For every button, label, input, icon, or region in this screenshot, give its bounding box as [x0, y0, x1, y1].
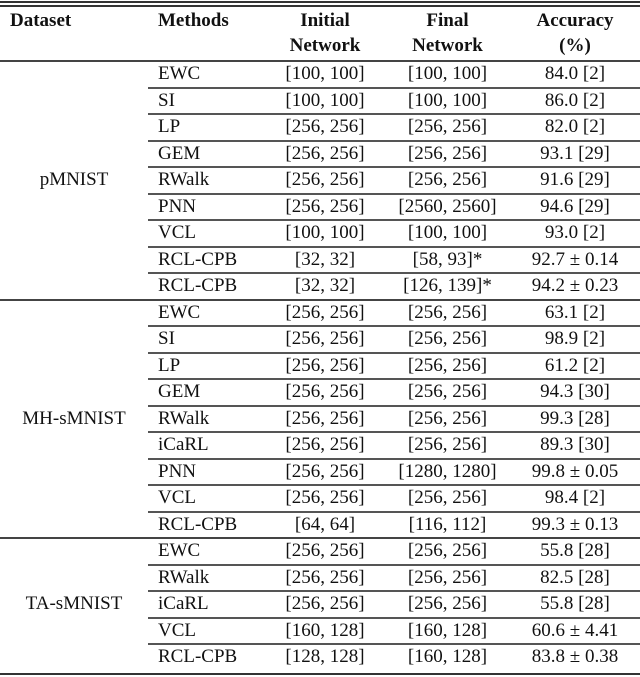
final-network-cell: [100, 100] — [385, 61, 510, 88]
initial-network-cell: [256, 256] — [265, 485, 385, 512]
method-cell: RWalk — [148, 565, 265, 592]
final-network-cell: [160, 128] — [385, 618, 510, 645]
method-cell: RCL-CPB — [148, 273, 265, 300]
initial-network-cell: [100, 100] — [265, 61, 385, 88]
results-table — [0, 8, 640, 670]
initial-network-cell: [256, 256] — [265, 167, 385, 194]
method-cell: EWC — [148, 61, 265, 88]
accuracy-cell: 99.3 [28] — [510, 406, 640, 433]
method-cell: LP — [148, 114, 265, 141]
final-network-cell: [256, 256] — [385, 379, 510, 406]
dataset-cell: TA-sMNIST — [0, 538, 148, 670]
initial-network-cell: [256, 256] — [265, 300, 385, 327]
initial-network-cell: [256, 256] — [265, 379, 385, 406]
initial-network-cell: [64, 64] — [265, 512, 385, 539]
method-cell: iCaRL — [148, 432, 265, 459]
method-cell: RCL-CPB — [148, 644, 265, 670]
final-network-cell: [256, 256] — [385, 485, 510, 512]
method-cell: VCL — [148, 618, 265, 645]
final-network-cell: [256, 256] — [385, 591, 510, 618]
method-cell: iCaRL — [148, 591, 265, 618]
final-network-cell: [2560, 2560] — [385, 194, 510, 221]
initial-network-cell: [256, 256] — [265, 141, 385, 168]
accuracy-cell: 60.6 ± 4.41 — [510, 618, 640, 645]
method-cell: SI — [148, 326, 265, 353]
accuracy-cell: 84.0 [2] — [510, 61, 640, 88]
header-final-line2: Network — [412, 35, 483, 56]
initial-network-cell: [256, 256] — [265, 406, 385, 433]
initial-network-cell: [256, 256] — [265, 114, 385, 141]
dataset-cell: MH-sMNIST — [0, 300, 148, 539]
final-network-cell: [256, 256] — [385, 167, 510, 194]
initial-network-cell: [32, 32] — [265, 273, 385, 300]
accuracy-cell: 99.8 ± 0.05 — [510, 459, 640, 486]
dataset-cell: pMNIST — [0, 61, 148, 300]
accuracy-cell: 82.0 [2] — [510, 114, 640, 141]
table-row — [0, 61, 640, 88]
top-rule — [0, 1, 640, 3]
header-initial-network — [265, 8, 385, 61]
initial-network-cell: [256, 256] — [265, 538, 385, 565]
accuracy-cell: 55.8 [28] — [510, 538, 640, 565]
header-initial-line1: Initial — [300, 10, 350, 31]
initial-network-cell: [256, 256] — [265, 194, 385, 221]
table-row — [0, 538, 640, 565]
final-network-cell: [100, 100] — [385, 88, 510, 115]
header-final-line1: Final — [426, 10, 469, 31]
initial-network-cell: [128, 128] — [265, 644, 385, 670]
header-accuracy — [510, 8, 640, 61]
method-cell: RCL-CPB — [148, 247, 265, 274]
method-cell: GEM — [148, 141, 265, 168]
accuracy-cell: 83.8 ± 0.38 — [510, 644, 640, 670]
final-network-cell: [256, 256] — [385, 432, 510, 459]
accuracy-cell: 94.2 ± 0.23 — [510, 273, 640, 300]
final-network-cell: [256, 256] — [385, 300, 510, 327]
final-network-cell: [1280, 1280] — [385, 459, 510, 486]
accuracy-cell: 94.3 [30] — [510, 379, 640, 406]
final-network-cell: [126, 139]* — [385, 273, 510, 300]
final-network-cell: [256, 256] — [385, 326, 510, 353]
method-cell: EWC — [148, 538, 265, 565]
method-cell: RWalk — [148, 167, 265, 194]
initial-network-cell: [160, 128] — [265, 618, 385, 645]
table-body — [0, 61, 640, 670]
method-cell: LP — [148, 353, 265, 380]
header-accuracy-line2: (%) — [559, 35, 591, 56]
initial-network-cell: [32, 32] — [265, 247, 385, 274]
table-row — [0, 300, 640, 327]
accuracy-cell: 94.6 [29] — [510, 194, 640, 221]
final-network-cell: [256, 256] — [385, 353, 510, 380]
final-network-cell: [116, 112] — [385, 512, 510, 539]
table-header — [0, 8, 640, 61]
initial-network-cell: [100, 100] — [265, 88, 385, 115]
final-network-cell: [256, 256] — [385, 538, 510, 565]
accuracy-cell: 63.1 [2] — [510, 300, 640, 327]
accuracy-cell: 98.9 [2] — [510, 326, 640, 353]
header-accuracy-line1: Accuracy — [536, 10, 614, 31]
accuracy-cell: 99.3 ± 0.13 — [510, 512, 640, 539]
accuracy-cell: 55.8 [28] — [510, 591, 640, 618]
accuracy-cell: 93.0 [2] — [510, 220, 640, 247]
final-network-cell: [256, 256] — [385, 114, 510, 141]
initial-network-cell: [256, 256] — [265, 591, 385, 618]
accuracy-cell: 89.3 [30] — [510, 432, 640, 459]
accuracy-cell: 93.1 [29] — [510, 141, 640, 168]
method-cell: RWalk — [148, 406, 265, 433]
method-cell: PNN — [148, 194, 265, 221]
final-network-cell: [256, 256] — [385, 565, 510, 592]
initial-network-cell: [100, 100] — [265, 220, 385, 247]
accuracy-cell: 86.0 [2] — [510, 88, 640, 115]
accuracy-cell: 91.6 [29] — [510, 167, 640, 194]
header-methods: Methods — [158, 10, 229, 31]
final-network-cell: [160, 128] — [385, 644, 510, 670]
method-cell: EWC — [148, 300, 265, 327]
bottom-rule — [0, 673, 640, 675]
header-initial-line2: Network — [289, 35, 361, 56]
method-cell: SI — [148, 88, 265, 115]
accuracy-cell: 92.7 ± 0.14 — [510, 247, 640, 274]
accuracy-cell: 61.2 [2] — [510, 353, 640, 380]
method-cell: VCL — [148, 485, 265, 512]
initial-network-cell: [256, 256] — [265, 353, 385, 380]
top-rule-inner — [0, 5, 640, 7]
initial-network-cell: [256, 256] — [265, 459, 385, 486]
method-cell: GEM — [148, 379, 265, 406]
initial-network-cell: [256, 256] — [265, 565, 385, 592]
method-cell: PNN — [148, 459, 265, 486]
accuracy-cell: 82.5 [28] — [510, 565, 640, 592]
initial-network-cell: [256, 256] — [265, 326, 385, 353]
final-network-cell: [100, 100] — [385, 220, 510, 247]
header-final-network — [385, 8, 510, 61]
final-network-cell: [58, 93]* — [385, 247, 510, 274]
method-cell: VCL — [148, 220, 265, 247]
accuracy-cell: 98.4 [2] — [510, 485, 640, 512]
final-network-cell: [256, 256] — [385, 141, 510, 168]
method-cell: RCL-CPB — [148, 512, 265, 539]
final-network-cell: [256, 256] — [385, 406, 510, 433]
header-dataset: Dataset — [10, 10, 72, 31]
initial-network-cell: [256, 256] — [265, 432, 385, 459]
